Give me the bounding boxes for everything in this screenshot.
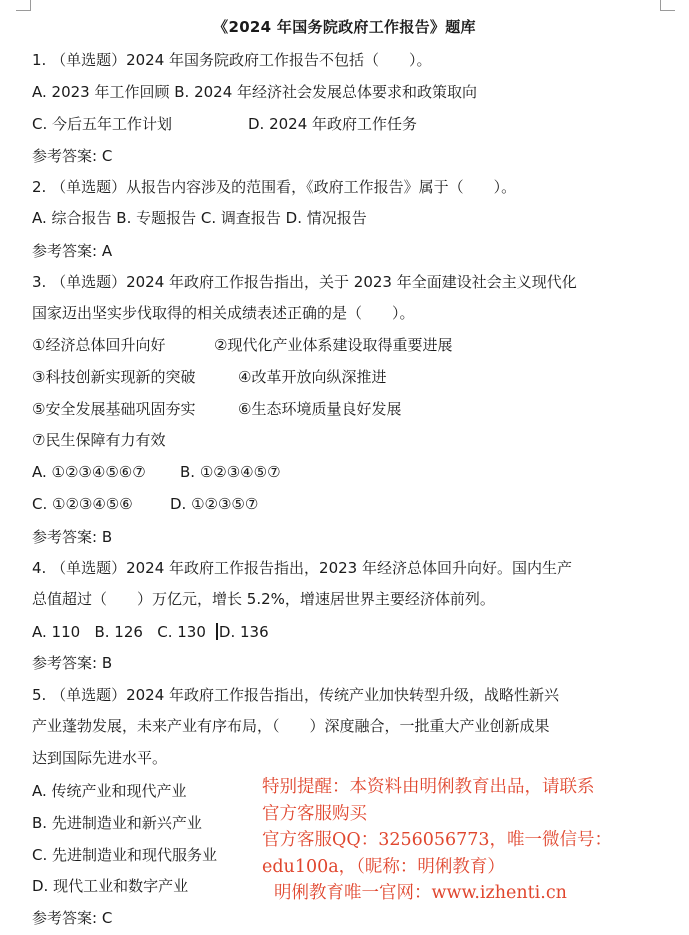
q3-option-c: C. ①②③④⑤⑥ <box>32 495 133 513</box>
q1-answer: 参考答案: C <box>32 147 113 165</box>
q4-options-abc: A. 110 B. 126 C. 130 <box>32 623 216 641</box>
notice-line-4: edu100a，（昵称：明俐教育） <box>262 856 505 877</box>
q1-option-c: C. 今后五年工作计划 <box>32 115 173 133</box>
q3-option-a: A. ①②③④⑤⑥⑦ <box>32 463 146 481</box>
q5-answer: 参考答案: C <box>32 909 113 927</box>
page-corner-mark-top-right <box>660 0 675 11</box>
q5-stem-line-1: 5. （单选题）2024 年政府工作报告指出，传统产业加快转型升级，战略性新兴 <box>32 686 560 704</box>
q5-option-b: B. 先进制造业和新兴产业 <box>32 814 202 832</box>
q4-stem-line-2: 总值超过（ ）万亿元，增长 5.2%，增速居世界主要经济体前列。 <box>32 590 495 608</box>
q3-option-d: D. ①②③⑤⑦ <box>170 495 259 513</box>
q3-item-6: ⑥生态环境质量良好发展 <box>238 400 402 418</box>
copyright-notice <box>262 774 682 907</box>
q2-options: A. 综合报告 B. 专题报告 C. 调查报告 D. 情况报告 <box>32 209 367 227</box>
q5-option-a: A. 传统产业和现代产业 <box>32 782 187 800</box>
q3-item-5: ⑤安全发展基础巩固夯实 <box>32 400 196 418</box>
q3-item-3: ③科技创新实现新的突破 <box>32 368 196 386</box>
q3-option-b: B. ①②③④⑤⑦ <box>180 463 281 481</box>
q5-option-c: C. 先进制造业和现代服务业 <box>32 846 218 864</box>
notice-line-1: 特别提醒：本资料由明俐教育出品，请联系 <box>262 777 595 797</box>
q4-answer: 参考答案: B <box>32 654 113 672</box>
page-corner-mark-top-left <box>16 0 31 11</box>
q3-item-4: ④改革开放向纵深推进 <box>238 368 387 386</box>
q3-stem-line-2: 国家迈出坚实步伐取得的相关成绩表述正确的是（ ）。 <box>32 304 415 322</box>
text-cursor <box>216 623 218 640</box>
q5-option-d: D. 现代工业和数字产业 <box>32 877 189 895</box>
q1-options-ab: A. 2023 年工作回顾 B. 2024 年经济社会发展总体要求和政策取向 <box>32 83 478 101</box>
q1-stem: 1. （单选题）2024 年国务院政府工作报告不包括（ ）。 <box>32 51 432 69</box>
q3-stem-line-1: 3. （单选题）2024 年政府工作报告指出，关于 2023 年全面建设社会主义现代化 <box>32 273 577 291</box>
notice-line-2: 官方客服购买 <box>262 803 367 824</box>
q3-item-2: ②现代化产业体系建设取得重要进展 <box>214 336 453 354</box>
q4-options[interactable] <box>32 622 269 642</box>
q3-answer: 参考答案: B <box>32 528 113 546</box>
notice-line-3: 官方客服QQ：3256056773，唯一微信号： <box>262 830 613 850</box>
q3-item-7: ⑦民生保障有力有效 <box>32 431 166 449</box>
q1-option-d: D. 2024 年政府工作任务 <box>248 115 418 133</box>
q5-stem-line-3: 达到国际先进水平。 <box>32 749 168 767</box>
q3-item-1: ①经济总体回升向好 <box>32 336 166 354</box>
q4-stem-line-1: 4. （单选题）2024 年政府工作报告指出，2023 年经济总体回升向好。国内生产 <box>32 559 572 577</box>
notice-line-5: 明俐教育唯一官网：www.izhenti.cn <box>274 883 567 903</box>
q2-stem: 2. （单选题）从报告内容涉及的范围看，《政府工作报告》属于（ ）。 <box>32 178 517 196</box>
document-title: 《2024 年国务院政府工作报告》题库 <box>213 18 476 36</box>
q4-option-d: D. 136 <box>218 623 269 641</box>
q2-answer: 参考答案: A <box>32 242 113 260</box>
q5-stem-line-2: 产业蓬勃发展，未来产业有序布局，（ ）深度融合，一批重大产业创新成果 <box>32 717 550 735</box>
